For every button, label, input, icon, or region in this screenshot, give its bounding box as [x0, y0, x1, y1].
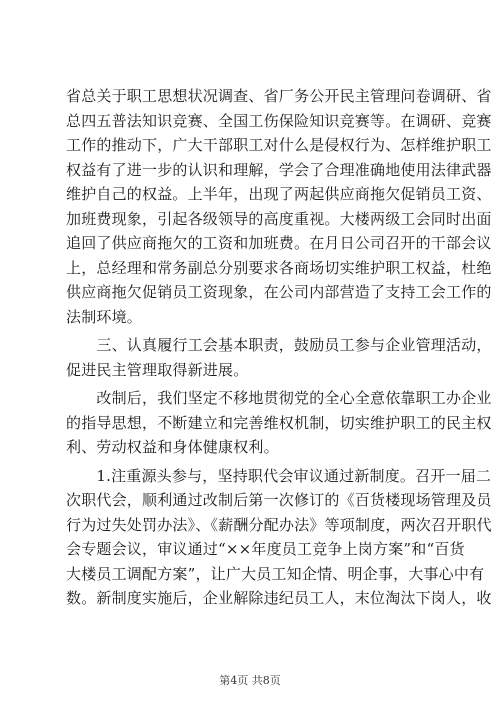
section-heading-line: 促进民主管理取得新进展。: [66, 360, 249, 379]
text-line: 上，总经理和常务副总分别要求各商场切实维护职工权益，杜绝: [66, 258, 492, 277]
text-line: 行为过失处罚办法》、《薪酬分配办法》等项制度，两次召开职代: [66, 515, 492, 534]
text-line: 总四五普法知识竞赛、全国工伤保险知识竞赛等。在调研、竞赛: [66, 111, 492, 130]
text-line: 法制环境。: [66, 307, 143, 326]
text-line: 利、劳动权益和身体健康权利。: [66, 438, 279, 456]
text-line: 省总关于职工思想状况调查、省厂务公开民主管理问卷调研、省: [66, 87, 492, 105]
text-line: 次职代会，顺利通过改制后第一次修订的《百货楼现场管理及员: [66, 491, 492, 509]
text-line: 改制后，我们坚定不移地贯彻党的全心全意依靠职工办企业: [66, 389, 492, 407]
document-body: [66, 84, 492, 611]
text-line: 1.注重源头参与，坚持职代会审议通过新制度。召开一届二: [66, 466, 492, 485]
text-line: 追回了供应商拖欠的工资和加班费。在月日公司召开的干部会议: [66, 234, 492, 252]
text-line: 数。新制度实施后，企业解除违纪员工人，末位淘汰下岗人，收: [66, 589, 492, 607]
text-line: 维护自己的权益。上半年，出现了两起供应商拖欠促销员工资、: [66, 185, 492, 203]
page-number-footer: 第4页 共8页: [219, 674, 281, 687]
section-heading-line: 三、认真履行工会基本职责，鼓励员工参与企业管理活动，: [66, 336, 492, 354]
text-line: 供应商拖欠促销员工资现象，在公司内部营造了支持工会工作的: [66, 283, 492, 301]
text-line: 权益有了进一步的认识和理解，学会了合理准确地使用法律武器: [66, 160, 492, 179]
text-line: 的指导思想，不断建立和完善维权机制，切实维护职工的民主权: [66, 413, 492, 432]
text-line: 加班费现象，引起各级领导的高度重视。大楼两级工会同时出面: [66, 209, 492, 228]
text-line: 会专题会议，审议通过“××年度员工竞争上岗方案”和“百货: [66, 540, 465, 558]
text-line: 大楼员工调配方案”，让广大员工知企情、明企事，大事心中有: [66, 564, 485, 583]
text-line: 工作的推动下，广大干部职工对什么是侵权行为、怎样维护职工: [66, 136, 492, 154]
